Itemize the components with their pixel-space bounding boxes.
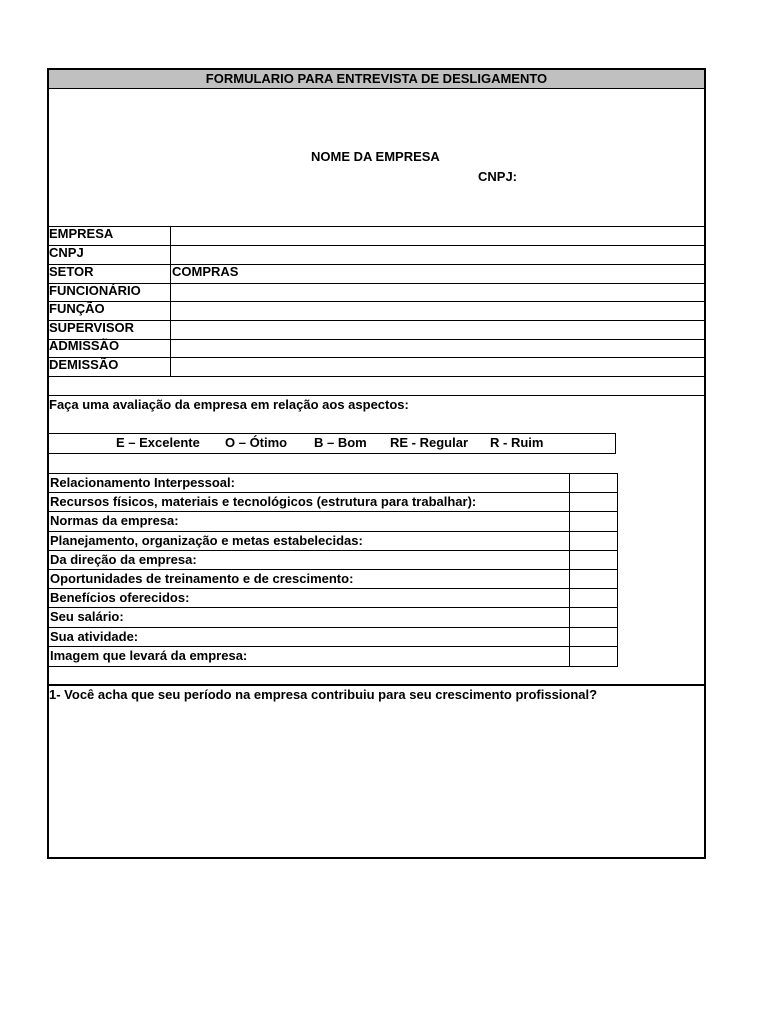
aspect-label: Benefícios oferecidos: (50, 590, 190, 606)
rating-cell[interactable] (569, 608, 616, 626)
rating-cell[interactable] (569, 589, 616, 607)
divider (47, 226, 706, 227)
aspect-label: Imagem que levará da empresa: (50, 647, 248, 663)
rating-row (48, 628, 617, 647)
divider (47, 283, 706, 284)
field-value-setor[interactable]: COMPRAS (172, 264, 239, 279)
field-label-cnpj: CNPJ (49, 245, 84, 260)
rating-row (48, 589, 617, 608)
rating-cell[interactable] (569, 551, 616, 569)
company-name: NOME DA EMPRESA (311, 149, 440, 164)
rating-cell[interactable] (569, 493, 616, 511)
divider (47, 301, 706, 302)
legend-otimo: O – Ótimo (225, 435, 288, 450)
rating-cell[interactable] (569, 647, 616, 666)
field-label-setor: SETOR (49, 264, 94, 279)
field-label-funcao: FUNÇÃO (49, 301, 105, 316)
rating-cell[interactable] (569, 474, 616, 492)
legend-ruim: R - Ruim (490, 435, 544, 450)
legend-regular: RE - Regular (390, 435, 469, 450)
rating-row (48, 474, 617, 493)
rating-row (48, 512, 617, 531)
field-label-funcionario: FUNCIONÁRIO (49, 283, 141, 298)
aspect-label: Recursos físicos, materiais e tecnológicos (estrutura para trabalhar): (50, 494, 477, 510)
field-label-supervisor: SUPERVISOR (49, 320, 135, 335)
evaluation-instruction: Faça uma avaliação da empresa em relação aos aspectos: (49, 397, 409, 412)
field-column-divider (170, 226, 171, 376)
divider (47, 88, 706, 89)
divider (47, 320, 706, 321)
aspect-label: Oportunidades de treinamento e de crescimento: (50, 570, 354, 586)
aspect-label: Planejamento, organização e metas estabelecidas: (50, 532, 363, 548)
rating-cell[interactable] (569, 570, 616, 588)
divider (47, 339, 706, 340)
field-label-empresa: EMPRESA (49, 226, 114, 241)
divider (47, 264, 706, 265)
aspect-label: Sua atividade: (50, 628, 139, 644)
cnpj-header-label: CNPJ: (478, 169, 518, 184)
answer-area[interactable] (49, 706, 704, 857)
aspect-label: Seu salário: (50, 609, 124, 625)
divider (47, 357, 706, 358)
legend-excelente: E – Excelente (116, 435, 200, 450)
rating-table (47, 473, 618, 667)
rating-row (48, 551, 617, 570)
question-1: 1- Você acha que seu período na empresa contribuiu para seu crescimento profissional? (49, 687, 598, 702)
rating-row (48, 647, 617, 666)
aspect-label: Relacionamento Interpessoal: (50, 475, 235, 490)
rating-cell[interactable] (569, 512, 616, 530)
divider (47, 376, 706, 377)
rating-row (48, 570, 617, 589)
legend-bom: B – Bom (314, 435, 367, 450)
rating-cell[interactable] (569, 628, 616, 646)
aspect-label: Da direção da empresa: (50, 551, 197, 567)
field-label-demissao: DEMISSÃO (49, 357, 119, 372)
rating-row (48, 493, 617, 512)
rating-row (48, 532, 617, 551)
aspect-label: Normas da empresa: (50, 513, 179, 529)
rating-cell[interactable] (569, 532, 616, 550)
field-label-admissao: ADMISSÃO (49, 338, 120, 353)
form-title: FORMULARIO PARA ENTREVISTA DE DESLIGAMENTO (49, 70, 704, 88)
divider (47, 245, 706, 246)
rating-row (48, 608, 617, 627)
